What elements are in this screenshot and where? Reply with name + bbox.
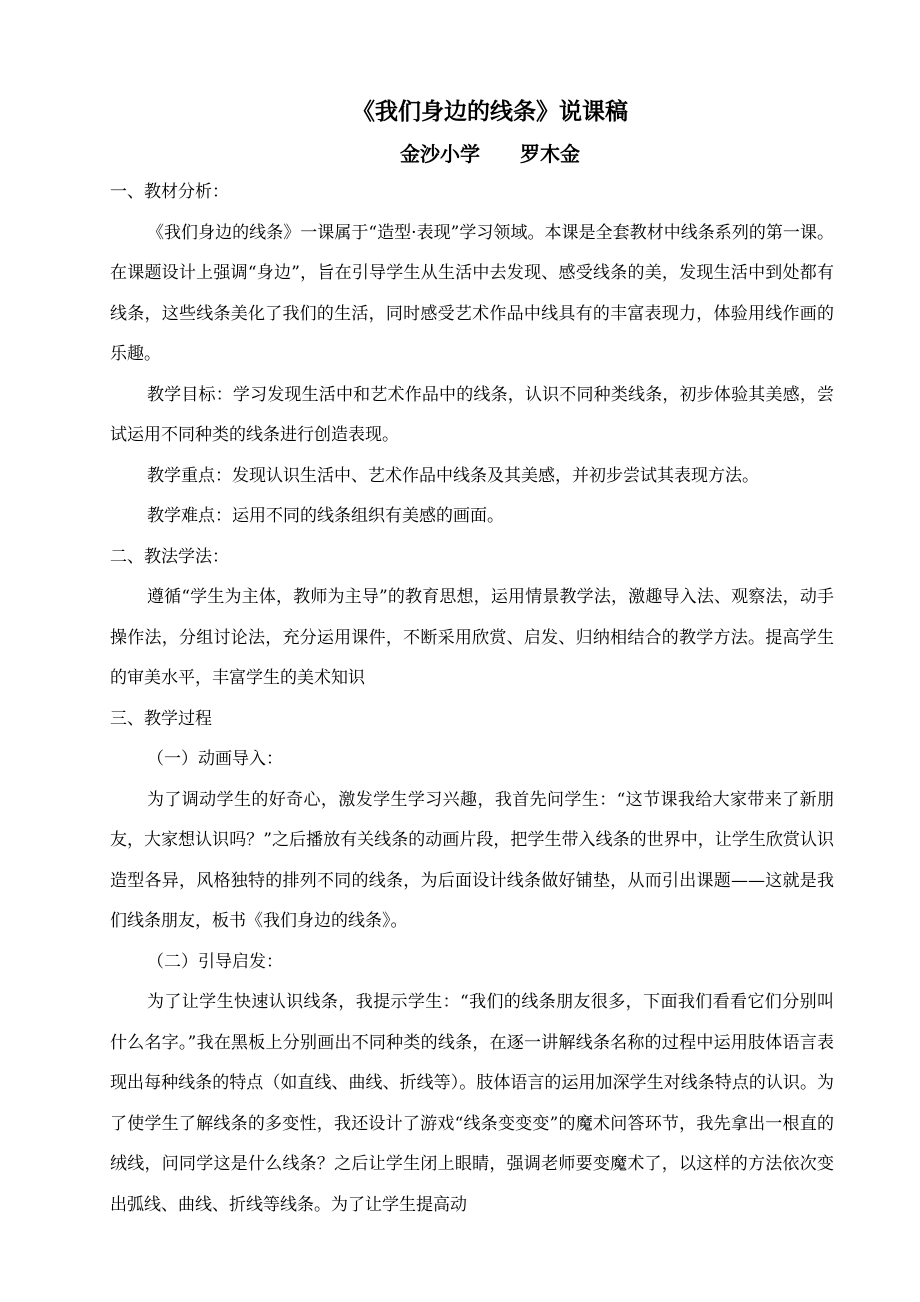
document-body: [110, 172, 834, 1225]
paragraph-teaching-difficulty: 教学难点：运用不同的线条组织有美感的画面。: [147, 506, 504, 526]
document-title: 《我们身边的线条》说课稿: [352, 99, 628, 125]
paragraph-textbook-analysis: 《我们身边的线条》一课属于“造型·表现”学习领域。本课是全套教材中线条系列的第一课。在课题设计上强调“身边”，旨在引导学生从生活中去发现、感受线条的美，发现生活中到处都有线条，这些线条美化了我们的生活，同时感受艺术作品中线具有的丰富表现力，体验用线作画的乐趣。: [110, 222, 834, 364]
paragraph-teaching-methods: 遵循“学生为主体，教师为主导”的教育思想，运用情景教学法，激趣导入法、观察法，动手操作法，分组讨论法，充分运用课件，不断采用欣赏、启发、归纳相结合的教学方法。提高学生的审美水平，丰富学生的美术知识: [110, 587, 834, 688]
paragraph-guided-inspiration: 为了让学生快速认识线条，我提示学生：“我们的线条朋友很多，下面我们看看它们分别叫什么名字。”我在黑板上分别画出不同种类的线条，在逐一讲解线条名称的过程中运用肢体语言表现出每种线条的特点（如直线、曲线、折线等）。肢体语言的运用加深学生对线条特点的认识。为了使学生了解线条的多变性，我还设计了游戏“线条变变变”的魔术问答环节，我先拿出一根直的绒线，问同学这是什么线条？之后让学生闭上眼睛，强调老师要变魔术了，以这样的方法依次变出弧线、曲线、折线等线条。为了让学生提高动: [110, 992, 834, 1215]
section-heading-2: 二、教法学法：: [110, 546, 229, 567]
paragraph-animation-intro: 为了调动学生的好奇心，激发学生学习兴趣，我首先问学生：“这节课我给大家带来了新朋友，大家想认识吗？”之后播放有关线条的动画片段，把学生带入线条的世界中，让学生欣赏认识造型各异，风格独特的排列不同的线条，为后面设计线条做好铺垫，从而引出课题——这就是我们线条朋友，板书《我们身边的线条》。: [110, 789, 834, 931]
subheading-animation-intro: （一）动画导入：: [147, 749, 283, 769]
paragraph-teaching-focus: 教学重点：发现认识生活中、艺术作品中线条及其美感，并初步尝试其表现方法。: [147, 465, 759, 486]
school-name: 金沙小学: [400, 142, 480, 166]
subheading-guided-inspiration: （二）引导启发：: [147, 951, 283, 972]
author-line: [0, 136, 920, 172]
author-name: 罗木金: [520, 142, 580, 166]
paragraph-teaching-goals: 教学目标：学习发现生活中和艺术作品中的线条，认识不同种类线条，初步体验其美感，尝试运用不同种类的线条进行创造表现。: [110, 384, 834, 445]
section-heading-1: 一、教材分析：: [110, 182, 229, 202]
section-heading-3: 三、教学过程: [110, 708, 212, 729]
